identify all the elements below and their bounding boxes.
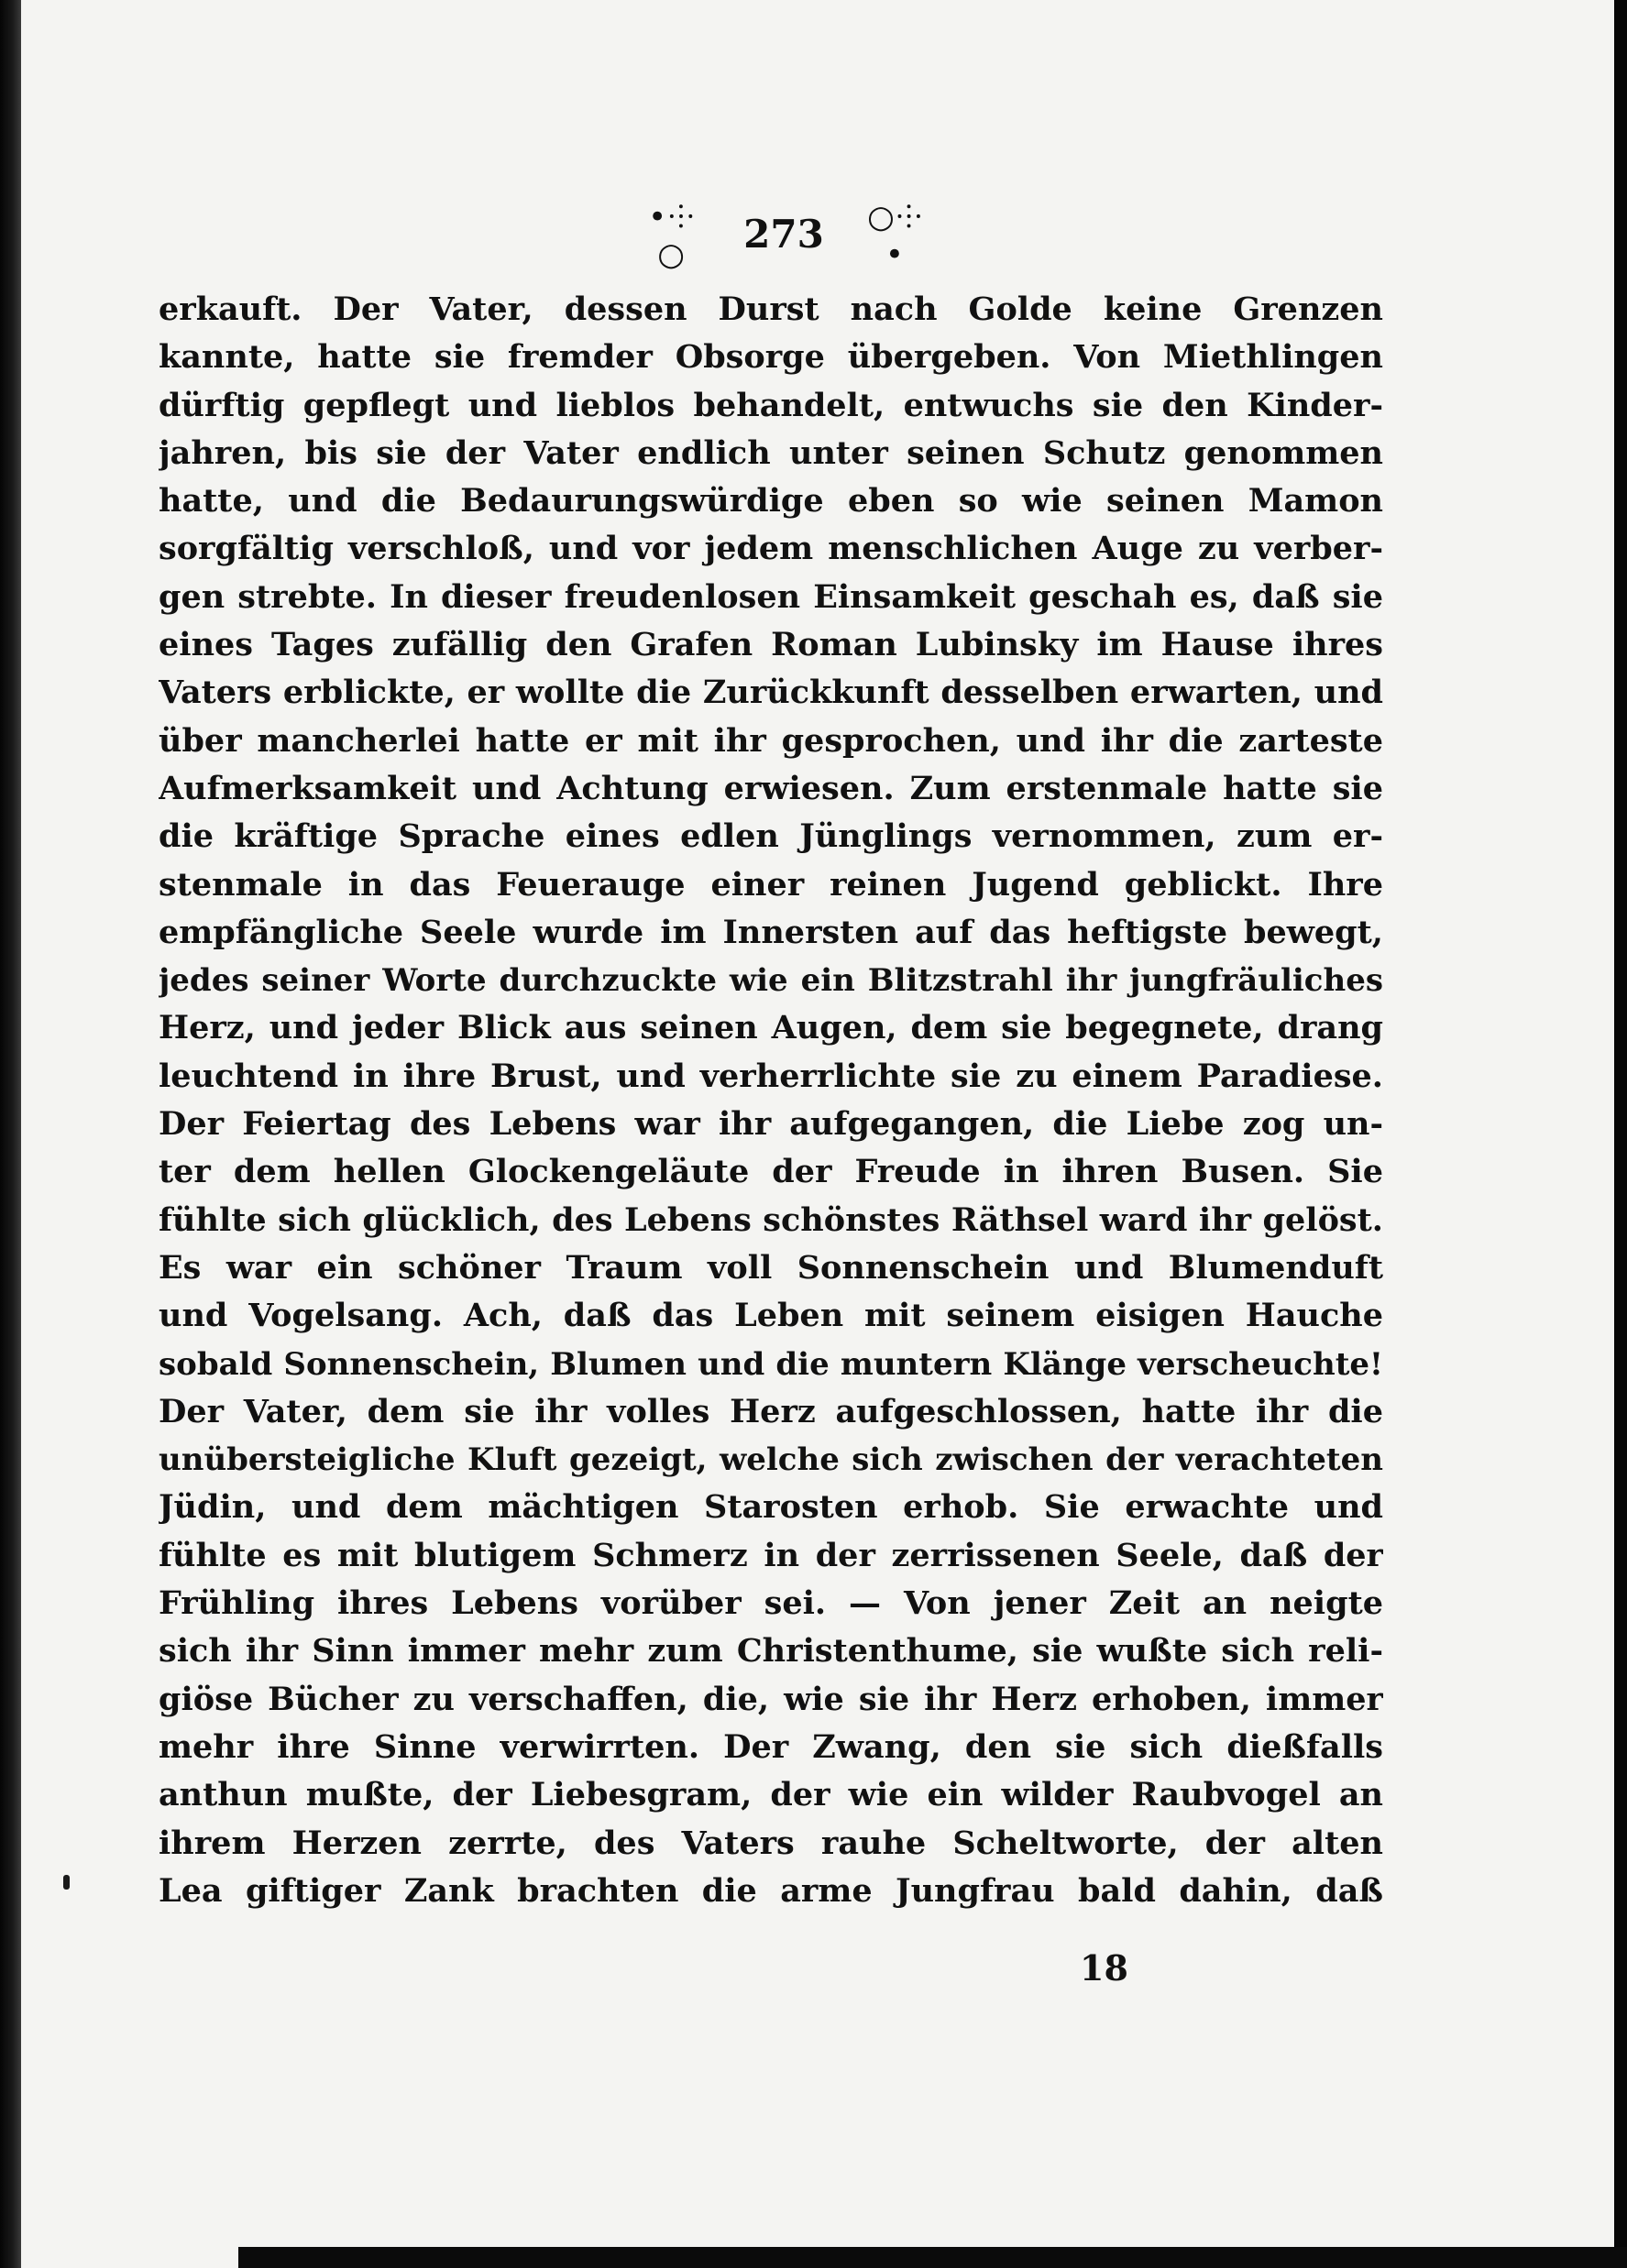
book-spine-shadow <box>0 0 21 2268</box>
text-line: ihrem Herzen zerrte, des Vaters rauhe Scheltworte, der alten <box>159 1824 1383 1862</box>
text-line: fühlte sich glücklich, des Lebens schönstes Räthsel ward ihr gelöst. <box>159 1200 1383 1239</box>
text-line: sich ihr Sinn immer mehr zum Christenthume, sie wußte sich reli- <box>159 1632 1383 1671</box>
text-line: Jüdin, und dem mächtigen Starosten erhob. Sie erwachte und <box>159 1488 1383 1527</box>
text-line: Aufmerksamkeit und Achtung erwiesen. Zum erstenmale hatte sie <box>159 769 1383 807</box>
text-line: kannte, hatte sie fremder Obsorge übergeben. Von Miethlingen <box>159 338 1383 377</box>
text-line: sobald Sonnenschein, Blumen und die muntern Klänge verscheuchte! <box>159 1345 1383 1383</box>
body-text <box>159 286 1383 1915</box>
left-ornament: •⸭○ <box>648 199 697 273</box>
signature-mark: 18 <box>1080 1947 1128 1989</box>
right-ornament: ○⸭• <box>867 199 924 273</box>
text-line: fühlte es mit blutigem Schmerz in der zerrissenen Seele, daß der <box>159 1536 1383 1574</box>
text-line: unübersteigliche Kluft gezeigt, welche sich zwischen der verachteten <box>159 1441 1383 1479</box>
text-line: gen strebte. In dieser freudenlosen Einsamkeit geschah es, daß sie <box>159 577 1383 616</box>
text-line: Vaters erblickte, er wollte die Zurückkunft desselben erwarten, und <box>159 674 1383 712</box>
text-line: Herz, und jeder Blick aus seinen Augen, dem sie begegnete, drang <box>159 1009 1383 1047</box>
book-page <box>21 0 1627 2268</box>
text-line: hatte, und die Bedaurungswürdige eben so wie seinen Mamon <box>159 482 1383 520</box>
text-line: giöse Bücher zu verschaffen, die, wie sie ihr Herz erhoben, immer <box>159 1680 1383 1718</box>
page-number: 273 <box>743 211 824 257</box>
text-line: erkauft. Der Vater, dessen Durst nach Golde keine Grenzen <box>159 290 1383 328</box>
text-line: Der Feiertag des Lebens war ihr aufgegangen, die Liebe zog un- <box>159 1105 1383 1144</box>
margin-ink-mark <box>63 1875 70 1890</box>
text-line: ter dem hellen Glockengeläute der Freude in ihren Busen. Sie <box>159 1153 1383 1191</box>
text-line: über mancherlei hatte er mit ihr gesprochen, und ihr die zarteste <box>159 721 1383 760</box>
text-line: leuchtend in ihre Brust, und verherrlichte sie zu einem Paradiese. <box>159 1057 1383 1095</box>
text-line: dürftig gepflegt und lieblos behandelt, entwuchs sie den Kinder- <box>159 386 1383 424</box>
text-line: und Vogelsang. Ach, daß das Leben mit seinem eisigen Hauche <box>159 1297 1383 1335</box>
text-line: sorgfältig verschloß, und vor jedem menschlichen Auge zu verber- <box>159 530 1383 568</box>
text-line: jahren, bis sie der Vater endlich unter seinen Schutz genommen <box>159 433 1383 472</box>
text-line: mehr ihre Sinne verwirrten. Der Zwang, den sie sich dießfalls <box>159 1727 1383 1766</box>
text-line: Frühling ihres Lebens vorüber sei. — Von jener Zeit an neigte <box>159 1584 1383 1623</box>
page-header-inner <box>637 199 930 273</box>
page-right-edge <box>1614 0 1627 2268</box>
text-line: Es war ein schöner Traum voll Sonnenschein und Blumenduft <box>159 1248 1383 1287</box>
text-line: eines Tages zufällig den Grafen Roman Lubinsky im Hause ihres <box>159 626 1383 664</box>
page-header <box>21 199 1627 273</box>
text-line: Der Vater, dem sie ihr volles Herz aufgeschlossen, hatte ihr die <box>159 1392 1383 1430</box>
text-line: die kräftige Sprache eines edlen Jünglings vernommen, zum er- <box>159 817 1383 856</box>
text-line: empfängliche Seele wurde im Innersten auf das heftigste bewegt, <box>159 913 1383 951</box>
text-line: stenmale in das Feuerauge einer reinen Jugend geblickt. Ihre <box>159 865 1383 904</box>
text-line: anthun mußte, der Liebesgram, der wie ein wilder Raubvogel an <box>159 1776 1383 1814</box>
text-line: Lea giftiger Zank brachten die arme Jungfrau bald dahin, daß <box>159 1871 1383 1910</box>
text-line: jedes seiner Worte durchzuckte wie ein Blitzstrahl ihr jungfräuliches <box>159 962 1383 1000</box>
page-bottom-strip <box>238 2247 1627 2268</box>
